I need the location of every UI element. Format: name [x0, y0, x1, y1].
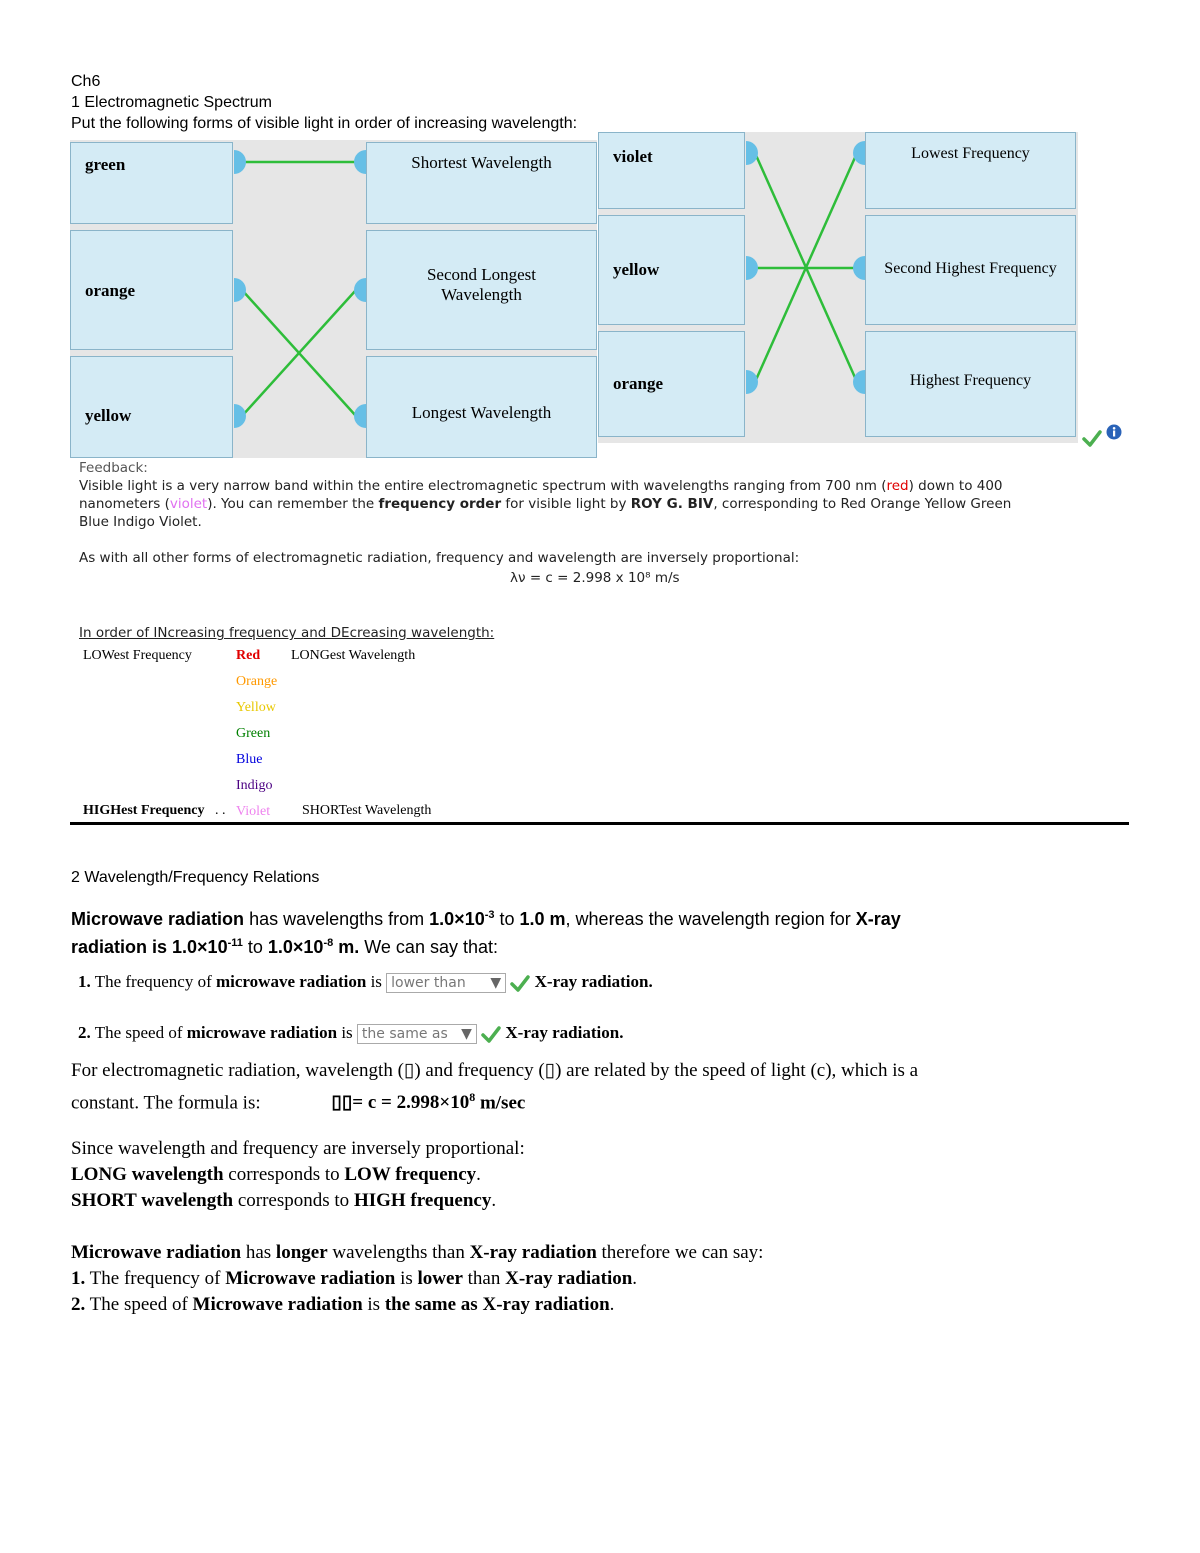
matching-widget-left [70, 140, 597, 458]
text: The frequency of [85, 1268, 226, 1289]
text: The speed of [85, 1294, 193, 1315]
text: , corresponding to Red Orange Yellow Green [713, 496, 1012, 512]
q1-answer-select[interactable] [386, 973, 506, 993]
text: ). You can remember the [207, 496, 379, 512]
text: The speed of [90, 1023, 187, 1042]
explanation-line-3: Since wavelength and frequency are inversely proportional: [71, 1138, 525, 1159]
dropdown-arrow-icon: ▼ [490, 975, 502, 992]
select-value: the same as [361, 1026, 448, 1043]
feedback-line-2 [79, 496, 1011, 512]
text: Microwave radiation [71, 1242, 242, 1263]
feedback-line-4: As with all other forms of electromagnetic radiation, frequency and wavelength are inversely proportional: [79, 550, 800, 566]
match-item-label: yellow [613, 260, 660, 279]
color-item-red: Red [236, 648, 261, 663]
match-target-label: Highest Frequency [909, 372, 1032, 389]
text: . [609, 1294, 615, 1315]
text: The frequency of [90, 972, 216, 991]
exponent: 8 [469, 1090, 476, 1104]
text: is [366, 972, 387, 991]
text: Microwave radiation [192, 1294, 363, 1315]
text: X-ray radiation. [505, 1023, 624, 1042]
drop-handle [354, 404, 366, 428]
explanation-line-5 [71, 1188, 496, 1214]
feedback-line-3: Blue Indigo Violet. [79, 514, 202, 530]
color-item-orange: Orange [236, 674, 278, 689]
text: SHORT wavelength [71, 1190, 234, 1211]
text: lower [417, 1268, 463, 1289]
text: corresponds to [233, 1190, 354, 1211]
exponent: -8 [323, 937, 334, 949]
text: 1.0 m [519, 909, 566, 929]
text: We can say that: [359, 937, 498, 957]
intro-line-1 [71, 909, 901, 930]
text: . [632, 1268, 638, 1289]
text: to [494, 909, 520, 929]
longest-wavelength-label: LONGest Wavelength [291, 648, 416, 663]
drag-handle [746, 141, 758, 165]
explanation-line-1: For electromagnetic radiation, wavelength (▯) and frequency (▯) are related by the speed of light (c), which is a [71, 1060, 919, 1081]
explanation-line-6 [71, 1240, 763, 1266]
question-1 [78, 972, 653, 993]
color-item-yellow: Yellow [236, 700, 276, 715]
color-item-blue: Blue [236, 752, 263, 767]
match-item-label: green [85, 155, 126, 174]
text: , whereas the wavelength region for [565, 909, 856, 929]
section-divider [70, 822, 1129, 825]
formula: ▯▯= c = 2.998×10 [331, 1092, 470, 1114]
text: nanometers ( [79, 496, 170, 512]
match-item-label: orange [85, 281, 136, 300]
text: LONG wavelength [71, 1164, 224, 1185]
text: 1.0×10 [429, 909, 485, 929]
text: therefore we can say: [596, 1242, 764, 1263]
text: Microwave radiation [225, 1268, 396, 1289]
question-2 [78, 1023, 623, 1044]
text: microwave radiation [186, 1023, 338, 1042]
text: for visible light by [501, 496, 631, 512]
intro-line-2 [71, 937, 498, 958]
text: X-ray radiation [482, 1294, 610, 1315]
exponent: -3 [484, 909, 495, 921]
text: LOW frequency [344, 1164, 477, 1185]
exponent: -11 [227, 937, 243, 949]
explanation-line-7 [71, 1266, 637, 1292]
text: wavelengths than [327, 1242, 470, 1263]
match-connectors-left [70, 140, 597, 458]
explanation-line-4 [71, 1162, 481, 1188]
text: X-ray radiation [505, 1268, 633, 1289]
match-item-label: violet [613, 147, 653, 166]
text: . [491, 1190, 497, 1211]
text: than [462, 1268, 506, 1289]
dropdown-arrow-icon: ▼ [461, 1026, 472, 1043]
instruction-text: Put the following forms of visible light in order of increasing wavelength: [71, 115, 578, 132]
shortest-wavelength-label: SHORTest Wavelength [302, 803, 432, 818]
text: Visible light is a very narrow band within the entire electromagnetic spectrum with wavelengths ranging from 700 nm ( [79, 478, 887, 494]
bold-text: frequency order [378, 496, 502, 512]
formula: m/sec [475, 1092, 526, 1114]
match-target-label: Longest Wavelength [411, 403, 552, 422]
drop-handle [354, 150, 366, 174]
bold-text: ROY G. BIV [630, 496, 714, 512]
select-value: lower than [391, 975, 466, 992]
text: has wavelengths from [244, 909, 430, 929]
text: constant. The formula is: [71, 1092, 261, 1114]
text: longer [275, 1242, 328, 1263]
question-number: 2. [78, 1023, 91, 1042]
check-icon [510, 974, 530, 992]
color-item-violet: Violet [236, 804, 271, 819]
text: ) down to 400 [908, 478, 1003, 494]
drag-handle [234, 278, 246, 302]
explanation-line-2 [71, 1084, 525, 1116]
check-icon [481, 1025, 501, 1043]
dots: . . [215, 803, 226, 818]
chapter-label: Ch6 [71, 73, 101, 90]
lowest-frequency-label: LOWest Frequency [83, 648, 192, 663]
text: corresponds to [223, 1164, 345, 1185]
text: X-ray [855, 909, 901, 929]
red-word: red [886, 478, 909, 494]
question-number: 1. [78, 972, 91, 991]
text: is [337, 1023, 357, 1042]
color-item-green: Green [236, 726, 271, 741]
match-target-label: Lowest Frequency [911, 145, 1030, 162]
drag-handle [234, 404, 246, 428]
drop-handle [853, 370, 865, 394]
explanation-line-8 [71, 1292, 614, 1318]
drop-handle [853, 256, 865, 280]
matching-widget-right [598, 132, 1078, 443]
text: is [362, 1294, 385, 1315]
q2-answer-select[interactable] [357, 1024, 477, 1044]
match-connectors-right [598, 132, 1078, 443]
match-target-label: Shortest Wavelength [411, 153, 552, 172]
text: 1. [71, 1268, 86, 1289]
text: 2. [71, 1294, 86, 1315]
match-item-label: yellow [85, 406, 132, 425]
feedback-formula: λν = c = 2.998 x 10⁸ m/s [510, 570, 680, 586]
feedback-title: Feedback: [79, 460, 148, 476]
text: . [476, 1164, 481, 1185]
feedback-line-1 [79, 478, 1003, 494]
match-target-label: Second Longest Wavelength [426, 265, 537, 304]
text: HIGH frequency [353, 1190, 492, 1211]
highest-frequency-label: HIGHest Frequency [83, 803, 205, 818]
drag-handle [746, 370, 758, 394]
text: X-ray radiation [469, 1242, 597, 1263]
text: has [241, 1242, 276, 1263]
order-heading: In order of INcreasing frequency and DEcreasing wavelength: [79, 625, 495, 641]
drop-handle [853, 141, 865, 165]
info-icon[interactable] [1106, 424, 1122, 440]
check-icon [1082, 428, 1102, 448]
match-item-label: orange [613, 374, 664, 393]
violet-word: violet [169, 496, 208, 512]
text: 1.0×10 [267, 937, 324, 957]
match-target-label: Second Highest Frequency [884, 260, 1057, 277]
drag-handle [746, 256, 758, 280]
drop-handle [354, 278, 366, 302]
section2-title: 2 Wavelength/Frequency Relations [71, 869, 320, 886]
text: m. [333, 937, 360, 957]
drag-handle [234, 150, 246, 174]
color-item-indigo: Indigo [236, 778, 273, 793]
text: is [395, 1268, 418, 1289]
text: microwave radiation [216, 972, 367, 991]
text: the same as [384, 1294, 478, 1315]
text: to [242, 937, 268, 957]
text: Microwave radiation [71, 909, 245, 929]
section1-title: 1 Electromagnetic Spectrum [71, 94, 272, 111]
text: radiation is 1.0×10 [71, 937, 228, 957]
text: X-ray radiation. [534, 972, 653, 991]
